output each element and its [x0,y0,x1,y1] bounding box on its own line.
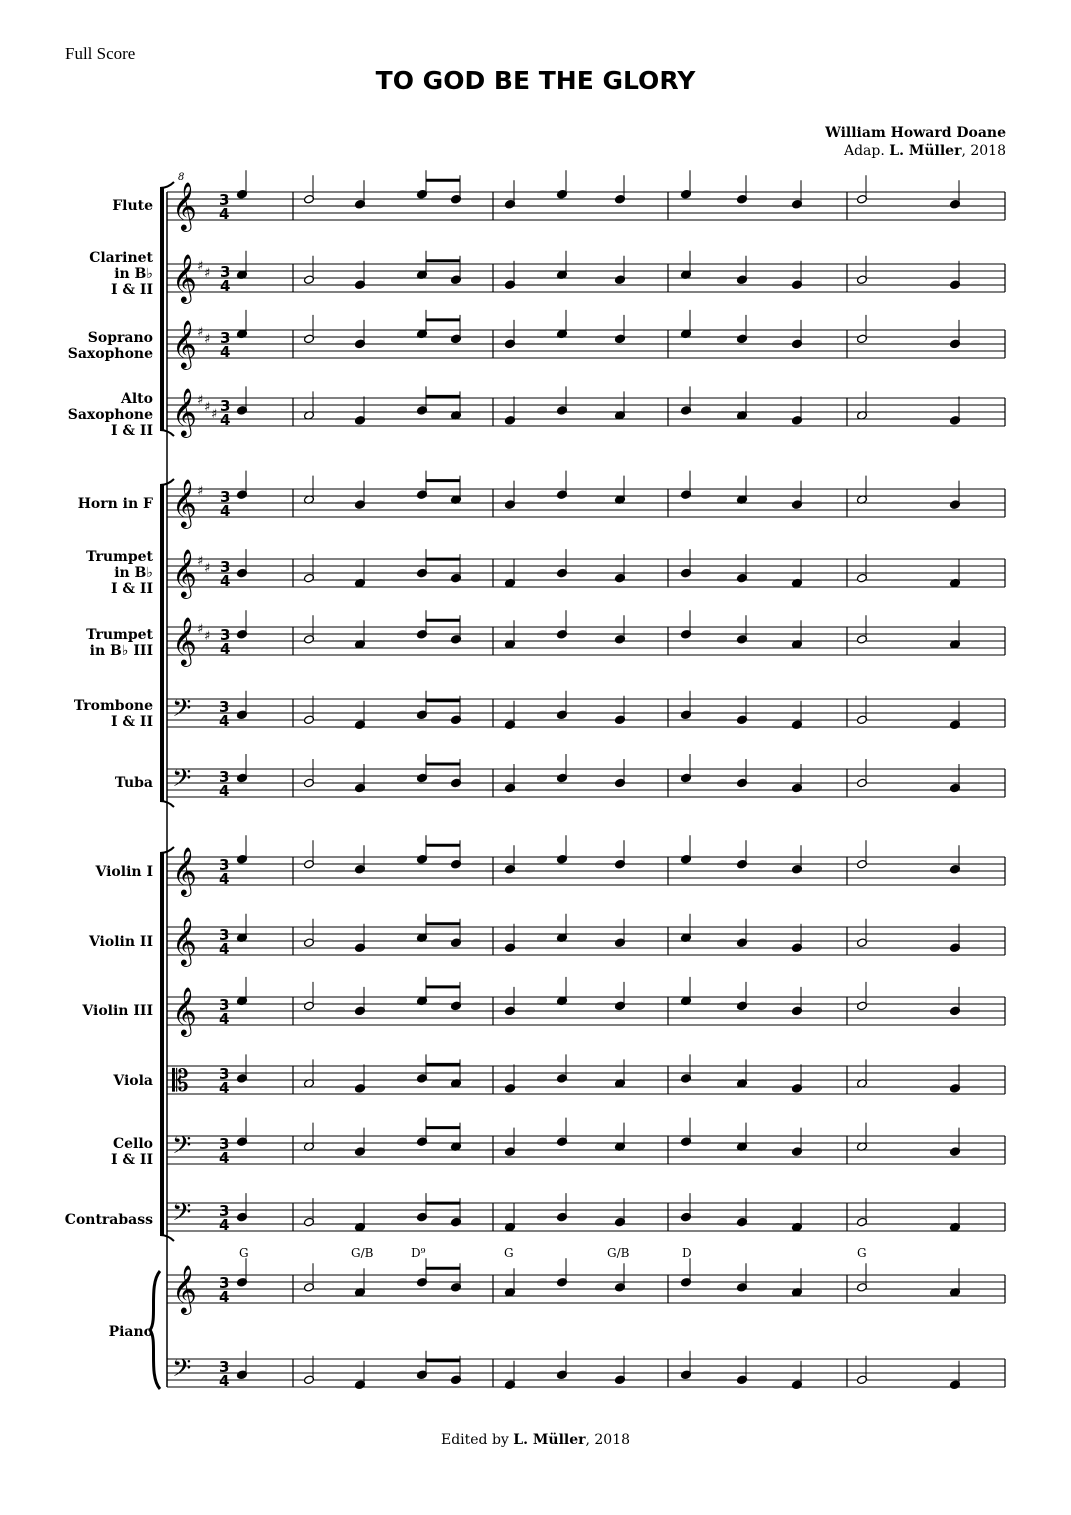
score-type-label: Full Score [65,44,136,63]
time-signature-top: 3 [219,926,230,944]
clef-treble-icon: 𝄞 [172,387,197,436]
sharp-icon: ♯ [204,400,211,415]
footer-editor: L. Müller [513,1432,586,1448]
clef-alto-icon: 𝄡 [172,1064,189,1099]
chord-symbol: G/B [351,1246,374,1260]
time-signature-top: 3 [220,397,231,415]
time-signature-top: 3 [219,191,230,209]
label-trumpet-1-2: Trumpet in B♭ I & II [86,549,153,597]
time-signature-bottom: 4 [219,1216,230,1234]
clef-treble-icon: 𝄞 [172,616,197,665]
chord-symbol: G/B [607,1246,630,1260]
sharp-icon: ♯ [197,393,204,408]
chord-symbol: G [857,1246,867,1260]
sharp-icon: ♯ [197,622,204,637]
arranger-credit [844,143,1006,159]
clef-treble-icon: 𝄞 [172,548,197,597]
label-contrabass: Contrabass [64,1212,153,1228]
arranger-name: L. Müller [889,143,962,159]
chord-symbol: G [239,1246,249,1260]
label-violin-2: Violin II [88,934,153,950]
time-signature-bottom: 4 [220,277,231,295]
time-signature-top: 3 [219,1358,230,1376]
sharp-icon: ♯ [197,325,204,340]
label-violin-1: Violin I [95,864,153,880]
label-violin-3: Violin III [82,1003,153,1019]
label-horn: Horn in F [77,496,153,512]
time-signature-top: 3 [219,1065,230,1083]
time-signature-top: 3 [219,996,230,1014]
label-clarinet: Clarinet in B♭ I & II [89,250,153,298]
time-signature-bottom: 4 [219,205,230,223]
time-signature-bottom: 4 [220,502,231,520]
time-signature-bottom: 4 [219,1288,230,1306]
label-alto-sax: Alto Saxophone I & II [67,391,153,439]
octave-marker: 8 [178,172,185,183]
time-signature-top: 3 [220,558,231,576]
time-signature-bottom: 4 [220,572,231,590]
time-signature-top: 3 [219,1274,230,1292]
arranger-prefix: Adap. [843,143,885,159]
clef-treble-icon: 𝄞 [172,319,197,368]
time-signature-bottom: 4 [219,940,230,958]
label-soprano-sax: Soprano Saxophone [67,330,153,362]
clef-treble-icon: 𝄞 [172,478,197,527]
label-cello: Cello I & II [110,1136,153,1168]
time-signature-bottom: 4 [220,411,231,429]
time-signature-bottom: 4 [219,712,230,730]
time-signature-top: 3 [219,856,230,874]
clef-bass-icon: 𝄢 [172,1354,192,1389]
time-signature-top: 3 [220,329,231,347]
chord-symbol: D [682,1246,692,1260]
time-signature-top: 3 [219,1202,230,1220]
label-flute: Flute [112,198,153,214]
clef-bass-icon: 𝄢 [172,694,192,729]
sharp-icon: ♯ [204,561,211,576]
clef-treble-icon: 𝄞 [172,986,197,1035]
time-signature-top: 3 [220,626,231,644]
clef-bass-icon: 𝄢 [172,764,192,799]
sharp-icon: ♯ [211,407,218,422]
page-title: TO GOD BE THE GLORY [375,66,696,95]
label-piano: Piano [108,1324,153,1340]
time-signature-bottom: 4 [219,782,230,800]
sharp-icon: ♯ [204,629,211,644]
label-viola: Viola [113,1073,153,1089]
clef-treble-icon: 𝄞 [172,846,197,895]
clef-bass-icon: 𝄢 [172,1131,192,1166]
time-signature-bottom: 4 [220,343,231,361]
clef-bass-icon: 𝄢 [172,1198,192,1233]
clef-treble-icon: 𝄞 [172,253,197,302]
footer-prefix: Edited by [440,1432,509,1448]
sharp-icon: ♯ [197,259,204,274]
sharp-icon: ♯ [204,266,211,281]
chord-symbol: D⁹ [411,1246,426,1260]
time-signature-bottom: 4 [219,870,230,888]
time-signature-bottom: 4 [219,1010,230,1028]
time-signature-top: 3 [219,1135,230,1153]
time-signature-top: 3 [219,698,230,716]
label-trombone: Trombone I & II [73,698,153,730]
sharp-icon: ♯ [197,484,204,499]
clef-treble-icon: 𝄞 [172,916,197,965]
time-signature-top: 3 [219,768,230,786]
footer-year: , 2018 [585,1432,631,1448]
time-signature-bottom: 4 [219,1149,230,1167]
label-tuba: Tuba [114,775,153,791]
time-signature-top: 3 [220,263,231,281]
sharp-icon: ♯ [197,554,204,569]
composer-credit: William Howard Doane [825,125,1006,141]
clef-treble-icon: 𝄞 [172,1264,197,1313]
clef-treble-icon: 𝄞 [172,181,197,230]
label-trumpet-3: Trumpet in B♭ III [86,627,153,659]
chord-symbol: G [504,1246,514,1260]
score-header [0,0,1071,170]
time-signature-top: 3 [220,488,231,506]
sharp-icon: ♯ [204,332,211,347]
time-signature-bottom: 4 [219,1372,230,1390]
time-signature-bottom: 4 [220,640,231,658]
time-signature-bottom: 4 [219,1079,230,1097]
arranger-year: , 2018 [961,143,1006,159]
footer-credit [0,1432,1071,1448]
